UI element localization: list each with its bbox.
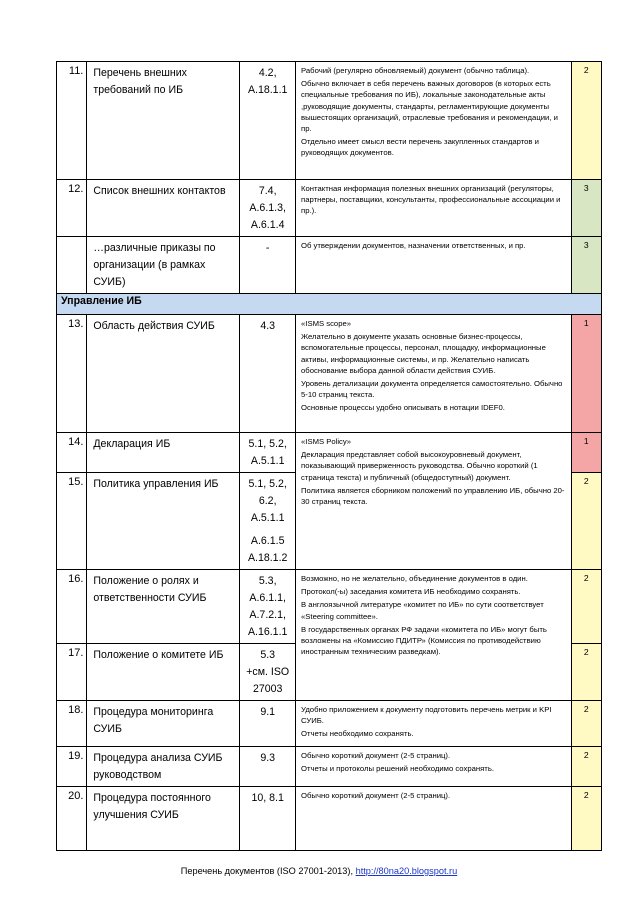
row-number: [57, 237, 87, 294]
section-header-row: [57, 294, 602, 315]
row-number: 17.: [57, 644, 87, 701]
description-paragraph: Удобно приложением к документу подготовить перечень метрик и KPI СУИБ.: [301, 705, 552, 726]
row-number: 16.: [57, 570, 87, 644]
iso-reference-line: A.5.1.1: [250, 455, 285, 467]
iso-reference: 9.3: [240, 747, 296, 787]
document-name: Положение о комитете ИБ: [87, 644, 240, 701]
row-number: 11.: [57, 62, 87, 180]
document-name: Процедура анализа СУИБ руководством: [87, 747, 240, 787]
table-row: [57, 787, 602, 851]
iso-reference-line: +см. ISO: [246, 666, 290, 678]
document-name: Декларация ИБ: [87, 433, 240, 473]
description-paragraph: Отчеты и протоколы решений необходимо сохранять.: [301, 764, 494, 774]
iso-reference: [240, 180, 296, 237]
iso-reference: [240, 473, 296, 570]
description-paragraph: Отдельно имеет смысл вести перечень закупленных стандартов и руководящих документов.: [301, 137, 539, 158]
row-number: 14.: [57, 433, 87, 473]
priority-level: 2: [571, 570, 601, 644]
table-row: [57, 570, 602, 644]
description-paragraph: Протокол(-ы) заседания комитета ИБ необходимо сохранять.: [301, 587, 521, 597]
iso-reference-line: A.18.1.2: [247, 552, 288, 564]
description-paragraph: Декларация представляет собой высокоуровневый документ, показывающий приверженность руководства. Обычно короткий (1 страница текста) и публичный (общедоступный) документ.: [301, 450, 538, 482]
priority-level: 1: [571, 433, 601, 473]
document-description: [296, 315, 572, 433]
description-paragraph: Рабочий (регулярно обновляемый) документ (обычно таблица).: [301, 66, 530, 75]
description-paragraph: «ISMS Policy»: [301, 437, 352, 446]
iso-reference-line: A.16.1.1: [247, 626, 288, 638]
priority-level: 1: [571, 315, 601, 433]
table-row: [57, 433, 602, 473]
iso-reference: [240, 433, 296, 473]
document-description: [296, 433, 572, 570]
table-row: [57, 180, 602, 237]
description-paragraph: Желательно в документе указать основные бизнес-процессы, вспомогательные процессы, персонал, площадку, информационные активы, информационные системы, и пр. Желательно написать обоснование выбора данной области действия СУИБ.: [301, 332, 546, 375]
iso-reference-line: A.6.1.5: [250, 535, 285, 547]
description-paragraph: Возможно, но не желательно, объединение документов в один.: [301, 574, 528, 583]
priority-level: 3: [571, 237, 601, 294]
iso-reference-line: 5.1, 5.2,: [248, 438, 287, 450]
description-paragraph: Уровень детализации документа определяется самостоятельно. Обычно 5-10 страниц текста.: [301, 379, 563, 400]
iso-reference-line: 7.4,: [258, 185, 277, 197]
description-paragraph: В государственных органах РФ задачи «комитета по ИБ» могут быть возложены на «Комиссию ПДИТР» (Комиссия по противодействию иностранным техническим разведкам).: [301, 624, 547, 657]
priority-level: 2: [571, 644, 601, 701]
description-paragraph: Политика является сборником положений по управлению ИБ, обычно 20-30 страниц текста.: [301, 485, 565, 507]
iso-reference: 4.3: [240, 315, 296, 433]
table-row: [57, 701, 602, 747]
priority-level: 2: [571, 787, 601, 851]
iso-reference-line: 6.2,: [258, 495, 277, 507]
iso-reference-line: A.6.1.3,: [249, 202, 286, 214]
description-paragraph: Обычно включает в себя перечень важных договоров (в которых есть специальные требования по ИБ), локальные законодательные акты ,руководящие документы, стандарты, регламентирующие документы вышестоящих организаций, отраслевые требования и рекомендации, и пр.: [301, 79, 558, 134]
document-description: Контактная информация полезных внешних организаций (регуляторы, партнеры, поставщики, консультанты, профессиональные ассоциации и пр.).: [296, 180, 572, 237]
row-number: 20.: [57, 787, 87, 851]
document-description: [296, 701, 572, 747]
document-name: Политика управления ИБ: [87, 473, 240, 570]
document-description: Об утверждении документов, назначении ответственных, и пр.: [296, 237, 572, 294]
row-number: 19.: [57, 747, 87, 787]
document-name: …различные приказы по организации (в рамках СУИБ): [87, 237, 240, 294]
row-number: 18.: [57, 701, 87, 747]
row-number: 12.: [57, 180, 87, 237]
document-name: Положение о ролях и ответственности СУИБ: [87, 570, 240, 644]
document-name: Область действия СУИБ: [87, 315, 240, 433]
iso-reference-line: 5.3,: [258, 575, 277, 587]
priority-level: 3: [571, 180, 601, 237]
description-paragraph: «ISMS scope»: [301, 319, 352, 328]
document-name: Список внешних контактов: [87, 180, 240, 237]
section-title: Управление ИБ: [57, 294, 602, 315]
description-paragraph: В англоязычной литературе «комитет по ИБ» по сути соответствует «Steering committee».: [301, 600, 544, 621]
iso-reference-line: 5.1, 5.2,: [248, 478, 287, 490]
table-row: [57, 62, 602, 180]
iso-reference: -: [240, 237, 296, 294]
iso-reference-line: A.5.1.1: [250, 512, 285, 524]
footer-text: Перечень документов (ISO 27001-2013),: [180, 866, 356, 876]
row-number: 15.: [57, 473, 87, 570]
document-name: Процедура мониторинга СУИБ: [87, 701, 240, 747]
iso-reference: 10, 8.1: [240, 787, 296, 851]
document-description: Обычно короткий документ (2-5 страниц).: [296, 787, 572, 851]
document-description: [296, 747, 572, 787]
footer-link[interactable]: http://80na20.blogspot.ru: [355, 866, 458, 876]
iso-reference-line: A.7.2.1,: [249, 609, 286, 621]
priority-level: 2: [571, 62, 601, 180]
description-paragraph: Основные процессы удобно описывать в нотации IDEF0.: [301, 403, 505, 413]
priority-level: 2: [571, 747, 601, 787]
document-name: Перечень внешних требований по ИБ: [87, 62, 240, 180]
table-row: [57, 315, 602, 433]
iso-reference-line: 5.3: [260, 649, 276, 661]
description-paragraph: Обычно короткий документ (2-5 страниц).: [301, 751, 451, 760]
iso-reference-line: 27003: [252, 683, 283, 695]
table-row: [57, 237, 602, 294]
page-footer: [0, 866, 638, 876]
priority-level: 2: [571, 701, 601, 747]
priority-level: 2: [571, 473, 601, 570]
iso-reference: 4.2, A.18.1.1: [240, 62, 296, 180]
iso-reference: [240, 644, 296, 701]
row-number: 13.: [57, 315, 87, 433]
document-description: [296, 570, 572, 701]
document-description: [296, 62, 572, 180]
iso-reference-line: A.6.1.4: [250, 219, 285, 231]
iso-reference: 9.1: [240, 701, 296, 747]
iso-reference-line: A.6.1.1,: [249, 592, 286, 604]
iso-reference: [240, 570, 296, 644]
document-name: Процедура постоянного улучшения СУИБ: [87, 787, 240, 851]
table-row: [57, 747, 602, 787]
documents-table: [56, 61, 602, 851]
description-paragraph: Отчеты необходимо сохранять.: [301, 729, 414, 739]
